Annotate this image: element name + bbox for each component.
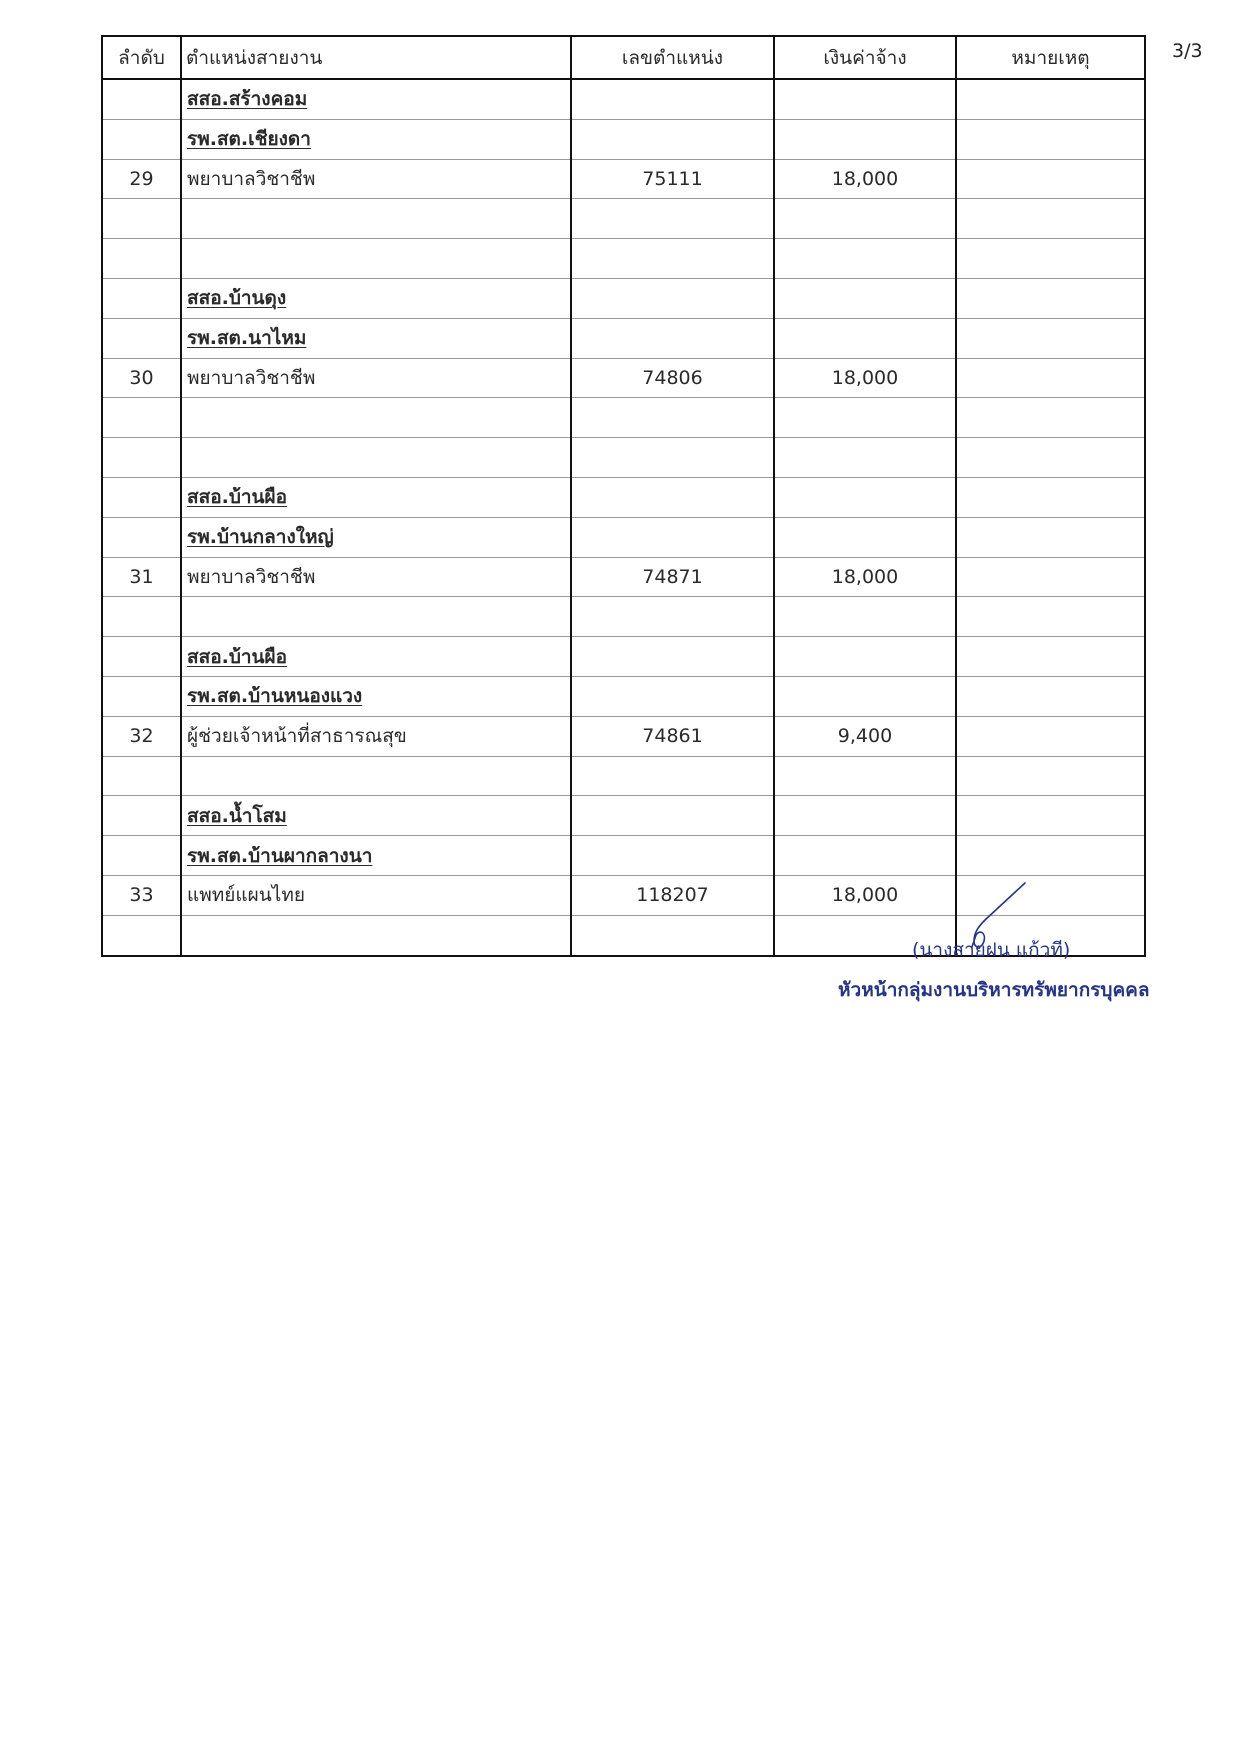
cell-position	[181, 915, 571, 955]
table-row	[102, 557, 1145, 597]
unit-heading-row	[102, 278, 1145, 318]
cell-position: แพทย์แผนไทย	[181, 875, 571, 915]
spacer-row	[102, 239, 1145, 279]
header-wage: เงินค่าจ้าง	[774, 36, 956, 79]
cell-position-no	[571, 398, 774, 438]
cell-seq: 33	[102, 875, 181, 915]
cell-wage	[774, 199, 956, 239]
cell-wage	[774, 637, 956, 677]
unit-heading-row	[102, 119, 1145, 159]
cell-remark	[956, 676, 1145, 716]
empty-cell	[181, 438, 571, 478]
cell-wage	[774, 119, 956, 159]
cell-wage	[774, 318, 956, 358]
cell-position: สสอ.สร้างคอม	[181, 79, 571, 119]
cell-position: สสอ.บ้านดุง	[181, 278, 571, 318]
empty-cell	[102, 438, 181, 478]
table-row	[102, 716, 1145, 756]
cell-position	[181, 597, 571, 637]
cell-wage: 9,400	[774, 716, 956, 756]
cell-position: สสอ.บ้านผือ	[181, 637, 571, 677]
empty-cell	[102, 239, 181, 279]
cell-seq	[102, 676, 181, 716]
table-row	[102, 358, 1145, 398]
table-row	[102, 159, 1145, 199]
cell-wage: 18,000	[774, 557, 956, 597]
cell-wage	[774, 796, 956, 836]
cell-seq	[102, 79, 181, 119]
spacer-row	[102, 199, 1145, 239]
unit-heading-row	[102, 796, 1145, 836]
unit-heading-row	[102, 836, 1145, 876]
unit-heading-row	[102, 676, 1145, 716]
cell-position: รพ.สต.นาไหม	[181, 318, 571, 358]
cell-position-no: 74871	[571, 557, 774, 597]
cell-position: รพ.บ้านกลางใหญ่	[181, 517, 571, 557]
empty-cell	[956, 438, 1145, 478]
cell-seq	[102, 318, 181, 358]
table-body	[102, 79, 1145, 956]
table-header-row	[102, 36, 1145, 79]
empty-cell	[956, 239, 1145, 279]
spacer-row	[102, 438, 1145, 478]
signer-name: (นางสายฝน แก้วที)	[912, 939, 1071, 961]
cell-remark	[956, 159, 1145, 199]
cell-position-no	[571, 79, 774, 119]
cell-seq: 31	[102, 557, 181, 597]
cell-position	[181, 199, 571, 239]
cell-position-no	[571, 119, 774, 159]
cell-seq	[102, 199, 181, 239]
cell-position-no	[571, 836, 774, 876]
cell-remark	[956, 597, 1145, 637]
cell-wage	[774, 676, 956, 716]
cell-wage	[774, 477, 956, 517]
cell-position: ผู้ช่วยเจ้าหน้าที่สาธารณสุข	[181, 716, 571, 756]
cell-remark	[956, 199, 1145, 239]
spacer-row	[102, 597, 1145, 637]
cell-position-no: 118207	[571, 875, 774, 915]
cell-remark	[956, 756, 1145, 796]
empty-cell	[774, 239, 956, 279]
cell-seq: 29	[102, 159, 181, 199]
unit-heading-row	[102, 637, 1145, 677]
header-position-no: เลขตำแหน่ง	[571, 36, 774, 79]
cell-wage	[774, 756, 956, 796]
cell-position: รพ.สต.บ้านหนองแวง	[181, 676, 571, 716]
cell-seq	[102, 278, 181, 318]
cell-position-no	[571, 915, 774, 955]
cell-position-no	[571, 676, 774, 716]
cell-seq	[102, 637, 181, 677]
cell-remark	[956, 278, 1145, 318]
unit-heading-row	[102, 477, 1145, 517]
cell-seq	[102, 756, 181, 796]
header-seq: ลำดับ	[102, 36, 181, 79]
empty-cell	[181, 239, 571, 279]
cell-seq	[102, 398, 181, 438]
cell-remark	[956, 398, 1145, 438]
cell-remark	[956, 477, 1145, 517]
cell-seq	[102, 796, 181, 836]
cell-seq	[102, 119, 181, 159]
cell-wage: 18,000	[774, 159, 956, 199]
cell-wage	[774, 278, 956, 318]
cell-position-no	[571, 477, 774, 517]
cell-position: พยาบาลวิชาชีพ	[181, 358, 571, 398]
cell-position: สสอ.น้ำโสม	[181, 796, 571, 836]
empty-cell	[571, 438, 774, 478]
cell-remark	[956, 557, 1145, 597]
cell-wage	[774, 398, 956, 438]
spacer-row	[102, 756, 1145, 796]
cell-wage	[774, 79, 956, 119]
cell-seq	[102, 597, 181, 637]
cell-position-no: 74806	[571, 358, 774, 398]
cell-remark	[956, 79, 1145, 119]
cell-position-no	[571, 278, 774, 318]
spacer-row	[102, 398, 1145, 438]
page-number: 3/3	[1172, 40, 1203, 62]
cell-position-no	[571, 796, 774, 836]
cell-remark	[956, 637, 1145, 677]
empty-cell	[774, 438, 956, 478]
unit-heading-row	[102, 79, 1145, 119]
signer-title: หัวหน้ากลุ่มงานบริหารทรัพยากรบุคคล	[838, 979, 1150, 1001]
cell-position-no	[571, 318, 774, 358]
cell-wage	[774, 836, 956, 876]
cell-position	[181, 756, 571, 796]
cell-remark	[956, 716, 1145, 756]
cell-seq	[102, 836, 181, 876]
cell-remark	[956, 318, 1145, 358]
cell-remark	[956, 796, 1145, 836]
unit-heading-row	[102, 318, 1145, 358]
cell-position-no	[571, 199, 774, 239]
cell-position-no	[571, 756, 774, 796]
cell-position: รพ.สต.บ้านผากลางนา	[181, 836, 571, 876]
cell-position-no	[571, 597, 774, 637]
cell-position: พยาบาลวิชาชีพ	[181, 557, 571, 597]
cell-position-no	[571, 637, 774, 677]
cell-wage	[774, 597, 956, 637]
cell-wage: 18,000	[774, 875, 956, 915]
cell-position-no: 74861	[571, 716, 774, 756]
cell-wage: 18,000	[774, 358, 956, 398]
header-position: ตำแหน่งสายงาน	[181, 36, 571, 79]
cell-position-no	[571, 517, 774, 557]
cell-remark	[956, 836, 1145, 876]
cell-position: พยาบาลวิชาชีพ	[181, 159, 571, 199]
empty-cell	[571, 239, 774, 279]
header-remark: หมายเหตุ	[956, 36, 1145, 79]
cell-position: รพ.สต.เชียงดา	[181, 119, 571, 159]
cell-position	[181, 398, 571, 438]
unit-heading-row	[102, 517, 1145, 557]
cell-remark	[956, 517, 1145, 557]
cell-seq: 32	[102, 716, 181, 756]
position-table	[101, 35, 1146, 957]
cell-position-no: 75111	[571, 159, 774, 199]
cell-seq	[102, 477, 181, 517]
cell-wage	[774, 517, 956, 557]
cell-position: สสอ.บ้านผือ	[181, 477, 571, 517]
cell-seq	[102, 915, 181, 955]
cell-seq	[102, 517, 181, 557]
cell-remark	[956, 358, 1145, 398]
cell-remark	[956, 119, 1145, 159]
cell-seq: 30	[102, 358, 181, 398]
